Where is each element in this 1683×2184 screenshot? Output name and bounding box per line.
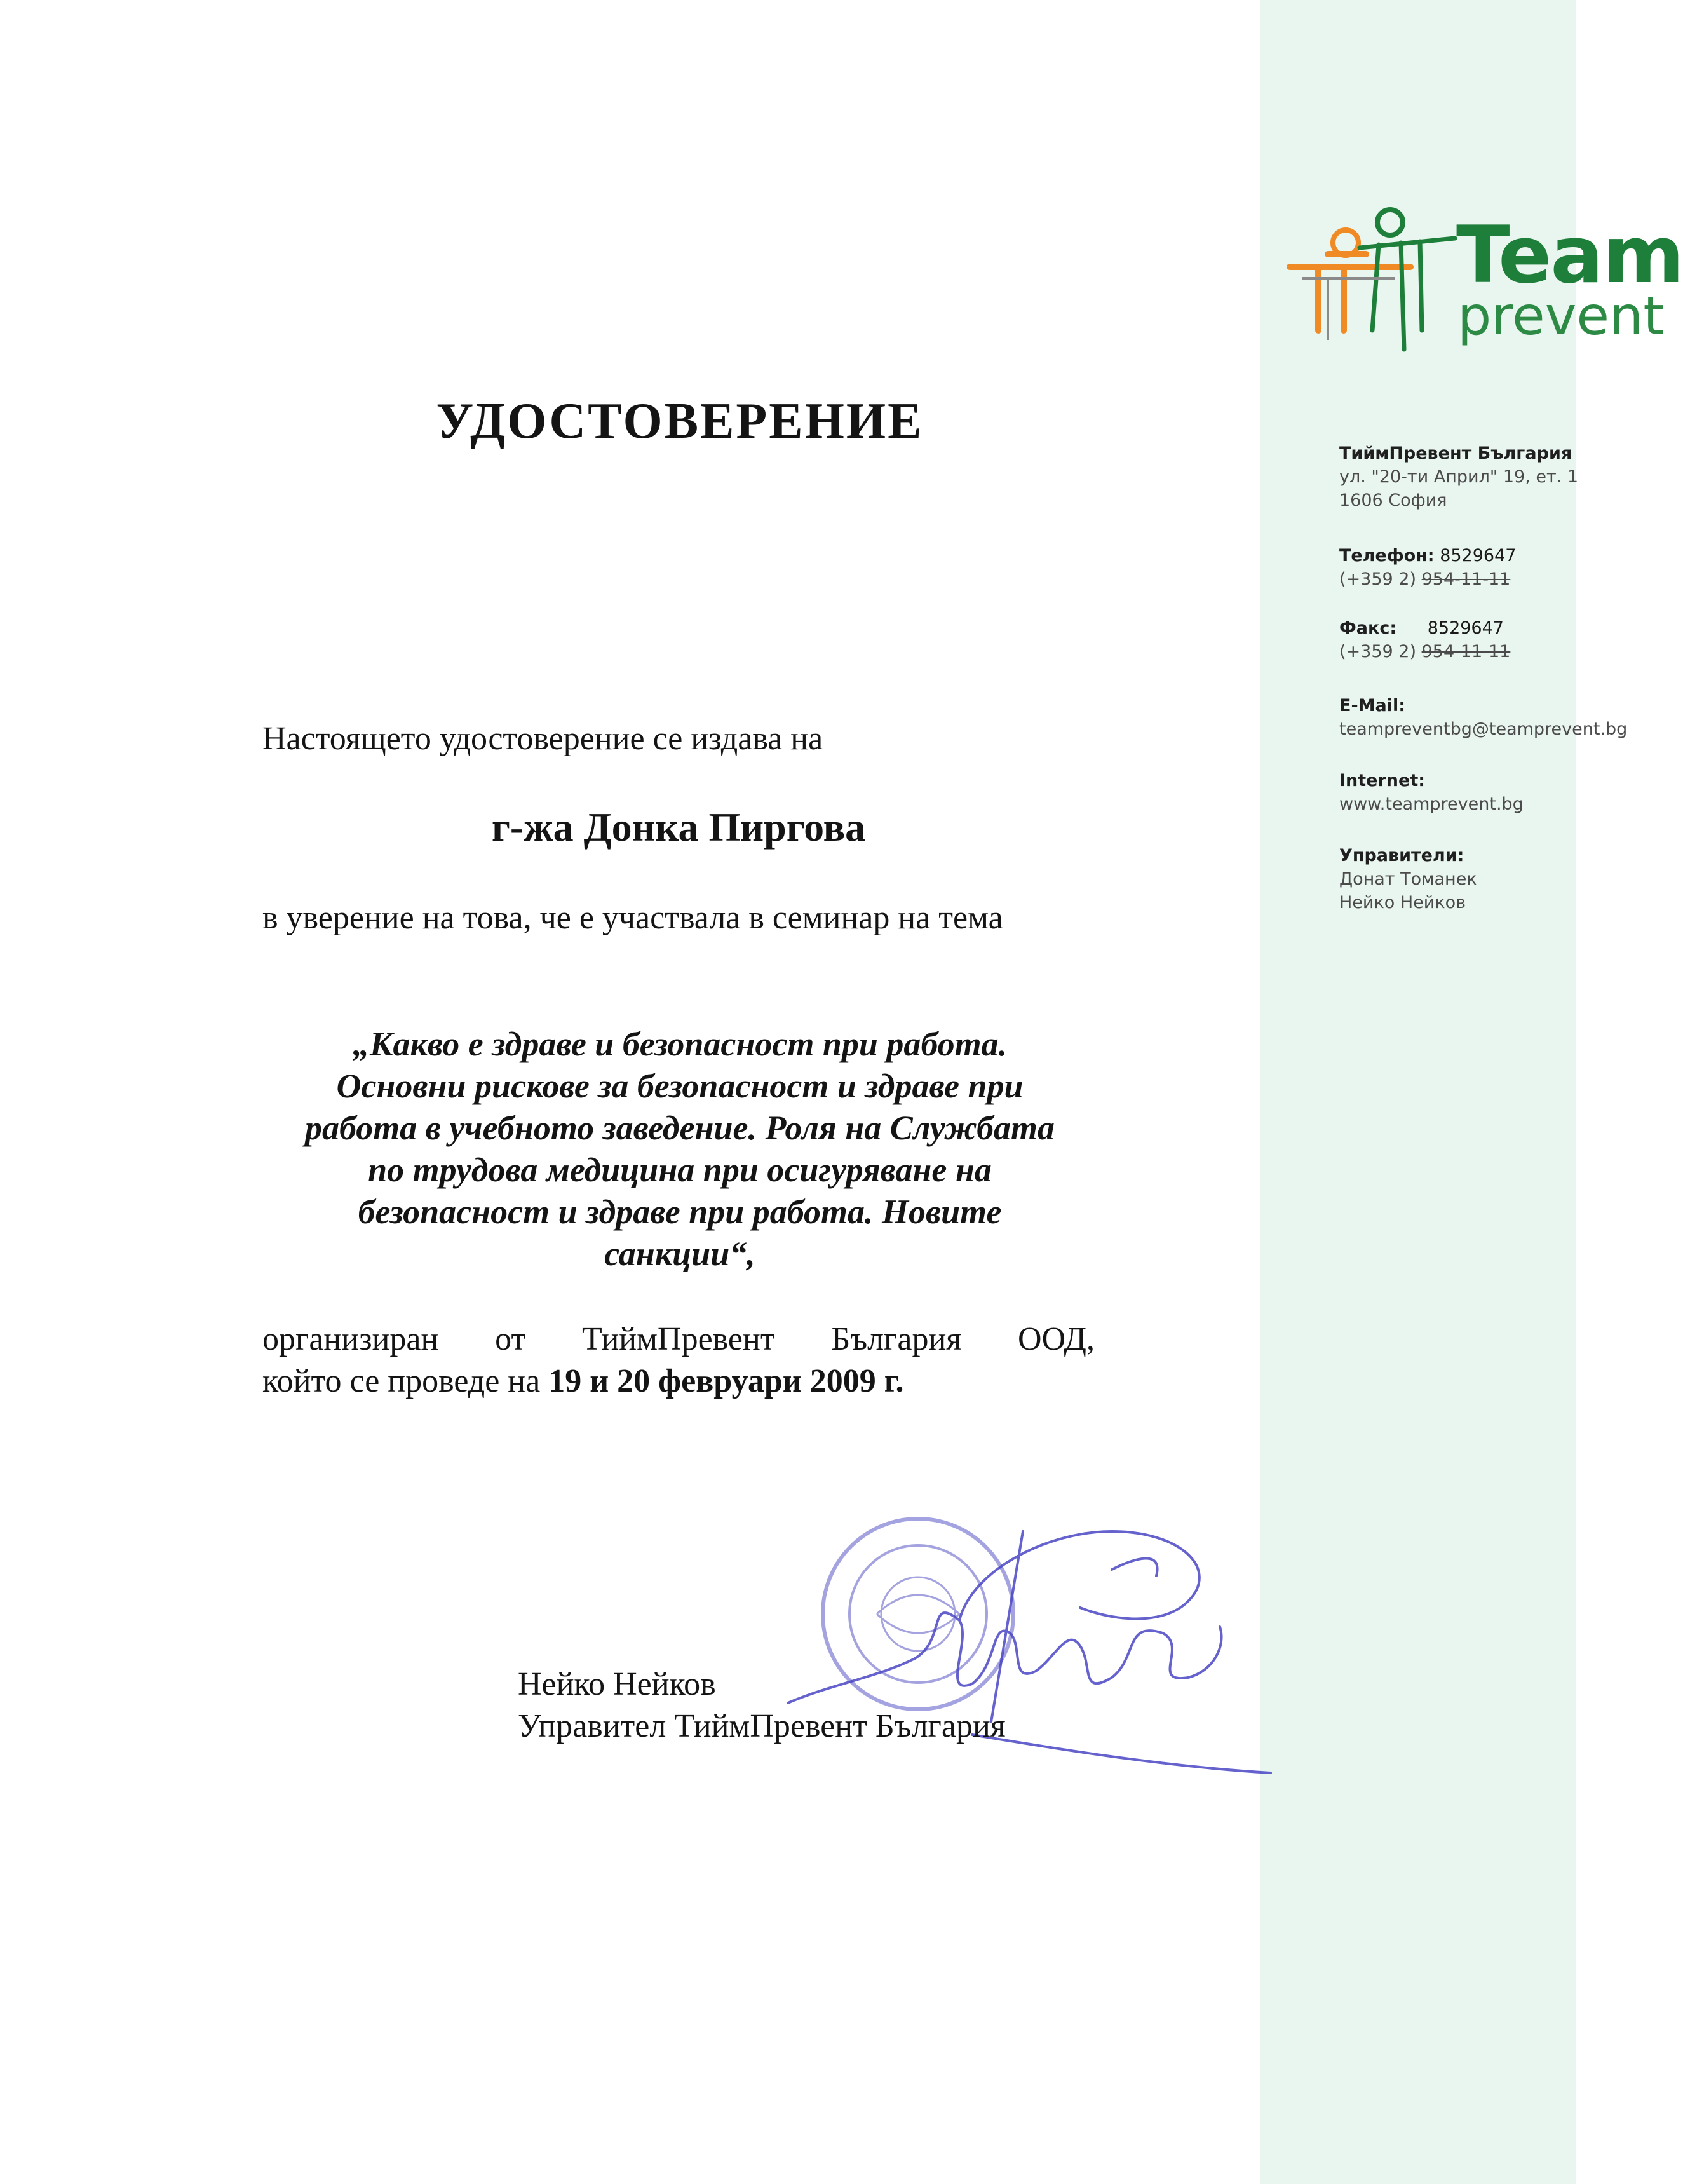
seminar-topic	[241, 1023, 1118, 1275]
logo-word-team: Team	[1456, 210, 1683, 301]
intro-text: Настоящето удостоверение се издава на	[262, 721, 823, 757]
internet-label: Internet:	[1339, 771, 1426, 790]
topic-line: „Какво е здраве и безопасност при работа.	[352, 1025, 1008, 1063]
logo-figure-orange	[1290, 254, 1410, 330]
phone-prefix: (+359 2)	[1339, 569, 1416, 589]
phone-struck: 954-11-11	[1421, 569, 1511, 589]
certificate-title: УДОСТОВЕРЕНИЕ	[436, 393, 924, 449]
phone-handwritten: 8529647	[1440, 546, 1517, 566]
fax-struck: 954-11-11	[1421, 642, 1511, 661]
address-line2: 1606 София	[1339, 491, 1447, 510]
fax-label: Факс:	[1339, 618, 1397, 638]
address-line1: ул. "20-ти Април" 19, ет. 1	[1339, 467, 1579, 487]
participation-text: в уверение на това, че е участвала в семинар на тема	[262, 900, 1003, 936]
email-label: E-Mail:	[1339, 696, 1406, 716]
held-date: 19 и 20 февруари 2009 г.	[548, 1363, 904, 1399]
signer-title: Управител ТиймПревент България	[518, 1708, 1006, 1744]
letterhead-internet	[1339, 769, 1524, 816]
email-value: teampreventbg@teamprevent.bg	[1339, 719, 1628, 739]
signer-name: Нейко Нейков	[518, 1666, 716, 1702]
topic-line: безопасност и здраве при работа. Новите	[358, 1193, 1002, 1231]
topic-line: санкции“,	[604, 1235, 755, 1273]
company-name: ТиймПревент България	[1339, 444, 1572, 463]
letterhead-fax	[1339, 616, 1510, 663]
topic-line: Основни рискове за безопасност и здраве при	[336, 1067, 1024, 1105]
phone-label: Телефон:	[1339, 546, 1435, 566]
topic-line: по трудова медицина при осигуряване на	[368, 1151, 992, 1189]
topic-line: работа в учебното заведение. Роля на Службата	[304, 1109, 1055, 1147]
held-prefix: който се проведе на	[262, 1363, 541, 1399]
letterhead-phone	[1339, 544, 1516, 591]
organizer-block	[262, 1319, 1095, 1402]
held-line	[262, 1360, 1095, 1402]
logo-figure-green	[1360, 238, 1455, 349]
fax-handwritten: 8529647	[1427, 618, 1504, 638]
letterhead-managers	[1339, 844, 1477, 914]
managers-label: Управители:	[1339, 846, 1464, 865]
organizer-text: организиран от ТиймПревент България ООД,	[262, 1321, 1095, 1357]
manager-1: Донат Томанек	[1339, 869, 1477, 889]
logo-figure-head-green	[1377, 210, 1403, 235]
recipient-name: г-жа Донка Пиргова	[491, 804, 866, 850]
manager-2: Нейко Нейков	[1339, 893, 1466, 912]
signer-block	[518, 1664, 1006, 1747]
logo-word-prevent: prevent	[1457, 285, 1665, 347]
fax-prefix: (+359 2)	[1339, 642, 1416, 661]
letterhead-address	[1339, 442, 1578, 512]
letterhead-email	[1339, 694, 1627, 741]
website-value: www.teamprevent.bg	[1339, 794, 1524, 814]
